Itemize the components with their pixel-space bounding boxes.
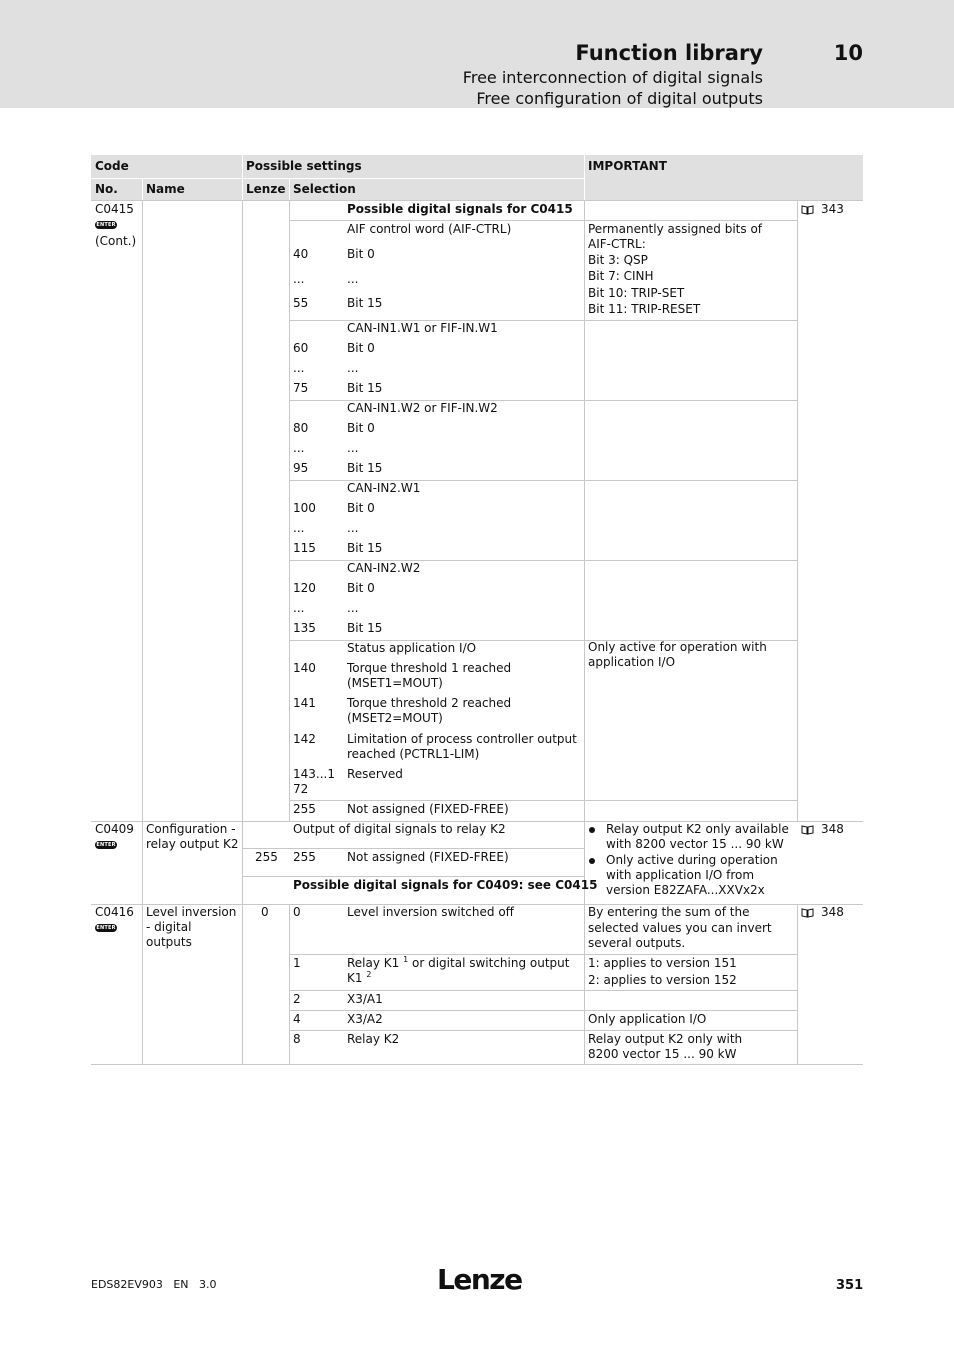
value: 255 [293, 802, 316, 816]
code-c0415: C0415 [95, 202, 134, 216]
value-label: reached (PCTRL1-LIM) [347, 747, 480, 761]
c0416-page-ref: 348 [821, 905, 844, 919]
chapter-number: 10 [833, 41, 863, 65]
important-note: several outputs. [588, 936, 686, 950]
name-c0416: outputs [146, 935, 192, 949]
value: ... [293, 361, 305, 375]
col-header-selection: Selection [293, 182, 356, 196]
value-label: Bit 0 [347, 421, 375, 435]
value-label: Bit 15 [347, 296, 383, 310]
value: 95 [293, 461, 309, 475]
value: 75 [293, 381, 309, 395]
value-label: Bit 15 [347, 541, 383, 555]
value-label: Relay K1 $^1$ or digital switching output [347, 955, 570, 970]
value: 8 [293, 1032, 301, 1046]
bullet-icon [589, 827, 595, 833]
value-label: X3/A1 [347, 992, 383, 1006]
value: 115 [293, 541, 316, 555]
page-title: Function library [575, 41, 763, 65]
col-header-no: No. [95, 182, 118, 196]
important-note: Only active for operation with [588, 640, 767, 654]
value-label: Bit 15 [347, 461, 383, 475]
value-label: Not assigned (FIXED-FREE) [347, 802, 509, 816]
important-note: Bit 10: TRIP-SET [588, 286, 685, 300]
important-note: application I/O [588, 655, 676, 669]
important-note: Relay output K2 only with [588, 1032, 743, 1046]
important-note: with application I/O from [606, 868, 755, 882]
value-label: Torque threshold 2 reached [347, 696, 512, 710]
page-subtitle-1: Free interconnection of digital signals [462, 68, 763, 87]
c0409-selection-title: Output of digital signals to relay K2 [293, 822, 506, 836]
code-c0415-cont: (Cont.) [95, 234, 137, 248]
value: 142 [293, 732, 316, 746]
important-note: 1: applies to version 151 [588, 956, 737, 970]
enter-key-icon: ENTER [96, 925, 116, 931]
group-title: CAN-IN1.W1 or FIF-IN.W1 [347, 321, 498, 335]
value-label: Level inversion switched off [347, 905, 514, 919]
important-note: version E82ZAFA...XXVx2x [606, 883, 765, 897]
value: 100 [293, 501, 316, 515]
name-c0409: Configuration - [146, 822, 236, 836]
important-note: Bit 7: CINH [588, 269, 654, 283]
value: 141 [293, 696, 316, 710]
value-label: (MSET1=MOUT) [347, 676, 443, 690]
footnote-mark: 1 [403, 955, 409, 964]
value-label: ... [347, 521, 359, 535]
value-label: ... [347, 361, 359, 375]
value-label: Torque threshold 1 reached [347, 661, 512, 675]
c0416-lenze-default: 0 [261, 905, 269, 919]
c0409-page-ref: 348 [821, 822, 844, 836]
col-header-code: Code [95, 159, 129, 173]
value-label: X3/A2 [347, 1012, 383, 1026]
enter-key-icon: ENTER [96, 842, 116, 848]
value-label: Bit 0 [347, 341, 375, 355]
group-title: AIF control word (AIF-CTRL) [347, 222, 512, 236]
lenze-logo: Lenze [437, 1263, 522, 1296]
c0415-page-ref: 343 [821, 202, 844, 216]
value: 135 [293, 621, 316, 635]
page-number: 351 [836, 1278, 864, 1293]
c0409-signals-ref: Possible digital signals for C0409: see C0415 [293, 878, 598, 892]
important-note: with 8200 vector 15 ... 90 kW [606, 837, 784, 851]
important-note: Only application I/O [588, 1012, 707, 1026]
value-label: Limitation of process controller output [347, 732, 577, 746]
important-note: AIF-CTRL: [588, 237, 646, 251]
value: 55 [293, 296, 309, 310]
value: 120 [293, 581, 316, 595]
col-header-lenze: Lenze [246, 182, 286, 196]
book-icon [801, 825, 814, 835]
book-icon [801, 205, 814, 215]
value: 255 [293, 850, 316, 864]
value: ... [293, 441, 305, 455]
col-header-important: IMPORTANT [588, 159, 667, 173]
value-label: ... [347, 601, 359, 615]
bullet-icon [589, 858, 595, 864]
value: ... [293, 601, 305, 615]
value-label: Bit 0 [347, 247, 375, 261]
value: 80 [293, 421, 309, 435]
value-label: K1 $^2$ [347, 970, 372, 985]
footnote-mark: 2 [366, 970, 372, 979]
value-label: Bit 15 [347, 621, 383, 635]
important-note: 2: applies to version 152 [588, 973, 737, 987]
value-label: ... [347, 272, 359, 286]
value-label: Bit 0 [347, 501, 375, 515]
value: 140 [293, 661, 316, 675]
important-note: Bit 3: QSP [588, 253, 648, 267]
value: 60 [293, 341, 309, 355]
important-note: Bit 11: TRIP-RESET [588, 302, 701, 316]
group-title: Status application I/O [347, 641, 477, 655]
important-note: By entering the sum of the [588, 905, 750, 919]
value-label: Relay K2 [347, 1032, 400, 1046]
value-label: Reserved [347, 767, 403, 781]
value-label: ... [347, 441, 359, 455]
code-c0416: C0416 [95, 905, 134, 919]
page-header-band [0, 0, 954, 108]
value: 0 [293, 905, 301, 919]
value: ... [293, 521, 305, 535]
c0415-signals-title: Possible digital signals for C0415 [347, 202, 573, 216]
name-c0409: relay output K2 [146, 837, 239, 851]
value: 143...1 [293, 767, 335, 781]
col-header-name: Name [146, 182, 185, 196]
value-label: (MSET2=MOUT) [347, 711, 443, 725]
important-note: Only active during operation [606, 853, 778, 867]
important-note: Permanently assigned bits of [588, 222, 763, 236]
important-note: Relay output K2 only available [606, 822, 789, 836]
name-c0416: - digital [146, 920, 192, 934]
c0409-lenze-default: 255 [255, 850, 278, 864]
name-c0416: Level inversion [146, 905, 237, 919]
code-c0409: C0409 [95, 822, 134, 836]
value-label: Bit 0 [347, 581, 375, 595]
value-label: Bit 15 [347, 381, 383, 395]
col-header-possible-settings: Possible settings [246, 159, 362, 173]
group-title: CAN-IN2.W1 [347, 481, 421, 495]
value: 72 [293, 782, 309, 796]
document-code: EDS82EV903 EN 3.0 [91, 1278, 217, 1291]
page-subtitle-2: Free configuration of digital outputs [476, 89, 763, 108]
important-note: selected values you can invert [588, 921, 772, 935]
value: ... [293, 272, 305, 286]
enter-key-icon: ENTER [96, 222, 116, 228]
value: 1 [293, 956, 301, 970]
value: 4 [293, 1012, 301, 1026]
book-icon [801, 908, 814, 918]
value-label: Not assigned (FIXED-FREE) [347, 850, 509, 864]
value: 2 [293, 992, 301, 1006]
group-title: CAN-IN1.W2 or FIF-IN.W2 [347, 401, 498, 415]
value: 40 [293, 247, 309, 261]
important-note: 8200 vector 15 ... 90 kW [588, 1047, 737, 1061]
group-title: CAN-IN2.W2 [347, 561, 421, 575]
